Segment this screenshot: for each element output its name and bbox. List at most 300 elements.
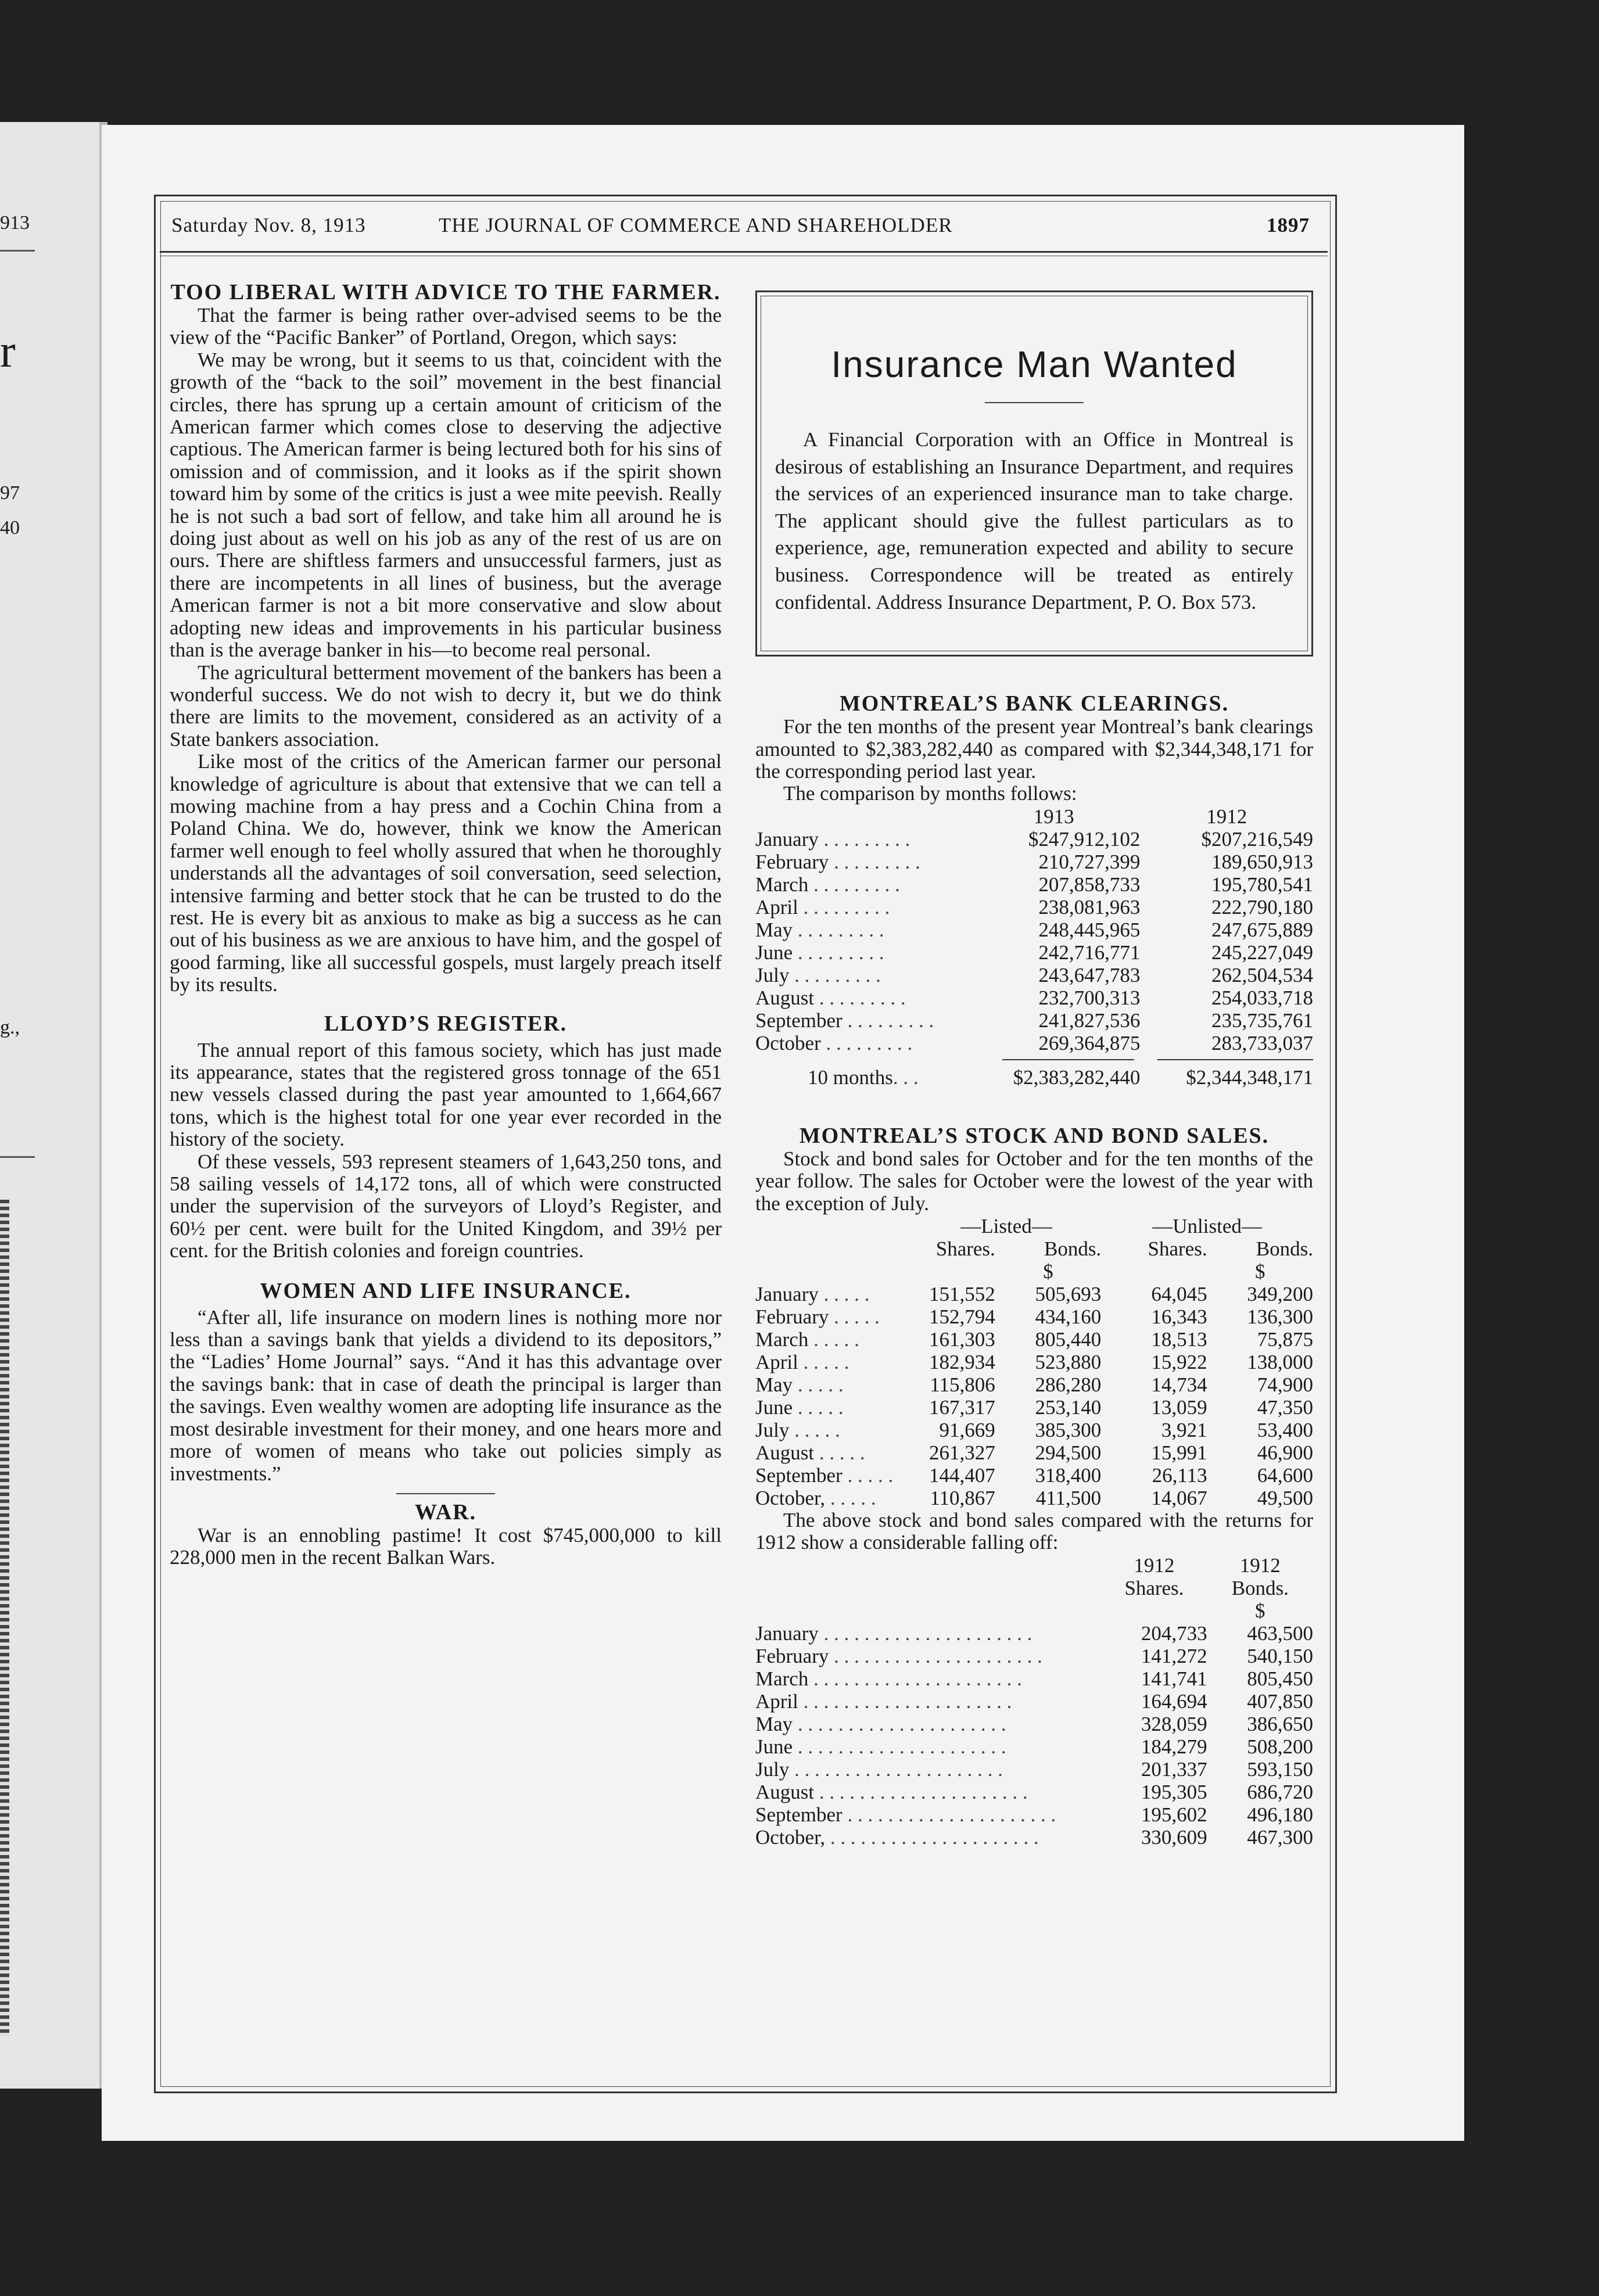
table-row <box>755 1758 1313 1781</box>
value-1913 <box>967 964 1141 986</box>
table-row <box>755 986 1313 1009</box>
bonds-1912-text: 508,200 <box>1247 1735 1313 1758</box>
value-1912 <box>1140 873 1313 896</box>
shares-1912-text: 328,059 <box>1141 1712 1207 1735</box>
value-1913-text: 232,700,313 <box>1038 986 1141 1009</box>
unlisted-shares <box>1101 1396 1207 1419</box>
month-cell: August . . . . . . . . . . . . . . . . . . . . . <box>755 1780 1028 1803</box>
shares-1912 <box>1101 1713 1207 1735</box>
month-cell: April . . . . . . . . . . . . . . . . . . . . . <box>755 1689 1012 1713</box>
unlisted-shares-text: 18,513 <box>1151 1328 1207 1351</box>
shares-1912 <box>1101 1690 1207 1713</box>
table-row <box>755 964 1313 986</box>
column-header: 1912 <box>1134 1554 1175 1577</box>
listed-bonds <box>995 1419 1101 1441</box>
table-total-row: 10 months. . . $2,383,282,440 $2,344,348,171 <box>755 1060 1313 1089</box>
month-cell: August . . . . . . . . . <box>755 986 906 1009</box>
shares-1912 <box>1101 1645 1207 1667</box>
listed-shares-text: 152,794 <box>929 1305 995 1328</box>
month-cell-text: April <box>755 1689 798 1713</box>
listed-shares <box>912 1464 995 1487</box>
month-cell: April . . . . . . . . . <box>755 895 890 919</box>
stock-bond-section <box>755 1124 1313 1849</box>
unlisted-shares-text: 15,991 <box>1151 1441 1207 1464</box>
listed-bonds <box>995 1464 1101 1487</box>
listed-shares <box>912 1373 995 1396</box>
month-cell: February . . . . . . . . . . . . . . . . . . . . . <box>755 1644 1042 1667</box>
table-row <box>755 1713 1313 1735</box>
advertisement-box <box>755 290 1313 656</box>
adjacent-page-text: 97 <box>0 482 20 504</box>
bonds-1912-text: 463,500 <box>1247 1621 1313 1645</box>
listed-shares-text: 182,934 <box>929 1351 995 1373</box>
unlisted-bonds <box>1207 1487 1313 1509</box>
adjacent-page-text: r <box>0 326 16 377</box>
column-header: Bonds. <box>1256 1237 1313 1260</box>
table-row <box>755 1735 1313 1758</box>
month-cell-text: May <box>755 918 793 941</box>
column-header: Shares. <box>935 1237 995 1260</box>
month-cell: February . . . . . <box>755 1305 880 1328</box>
unlisted-shares-text: 26,113 <box>1152 1464 1207 1487</box>
unlisted-shares-text: 14,067 <box>1151 1487 1207 1509</box>
table-row <box>755 1487 1313 1509</box>
listed-bonds-text: 318,400 <box>1035 1464 1102 1487</box>
listed-shares <box>912 1487 995 1509</box>
adjacent-page-text: 913 <box>0 212 30 234</box>
page-number: 1897 <box>1267 214 1310 236</box>
unlisted-bonds <box>1207 1396 1313 1419</box>
paragraph: That the farmer is being rather over-advised seems to be the view of the “Pacific Banker” of Portland, Oregon, which says: <box>170 304 722 349</box>
bonds-1912-text: 407,850 <box>1247 1689 1313 1713</box>
unlisted-shares-text: 16,343 <box>1151 1305 1207 1328</box>
bonds-1912 <box>1207 1803 1313 1826</box>
table-row <box>755 851 1313 873</box>
value-1913-text: 241,827,536 <box>1038 1009 1141 1032</box>
month-cell-text: February <box>755 850 829 873</box>
unlisted-bonds-text: 46,900 <box>1257 1441 1313 1464</box>
listed-bonds <box>995 1305 1101 1328</box>
left-column <box>170 280 722 1569</box>
value-1912-text: 195,780,541 <box>1211 873 1313 896</box>
listed-bonds-text: 523,880 <box>1035 1351 1102 1373</box>
month-cell-text: July <box>755 1419 790 1441</box>
adjacent-page-text: g., <box>0 1017 20 1038</box>
month-cell-text: March <box>755 1328 809 1351</box>
month-cell-text: April <box>755 1351 798 1373</box>
month-cell: January . . . . . . . . . <box>755 827 910 851</box>
article-title: WOMEN AND LIFE INSURANCE. <box>260 1278 632 1303</box>
value-1912-text: 283,733,037 <box>1211 1031 1313 1054</box>
shares-1912 <box>1101 1735 1207 1758</box>
value-1912 <box>1140 919 1313 941</box>
bonds-1912 <box>1207 1667 1313 1690</box>
month-cell-text: March <box>755 873 809 896</box>
unlisted-shares <box>1101 1328 1207 1351</box>
adjacent-page-rule <box>0 1156 35 1158</box>
listed-bonds-text: 253,140 <box>1035 1396 1102 1419</box>
value-1913-text: 207,858,733 <box>1038 873 1141 896</box>
bonds-1912 <box>1207 1622 1313 1645</box>
unlisted-shares <box>1101 1373 1207 1396</box>
month-cell-text: March <box>755 1667 809 1690</box>
month-cell-text: October, <box>755 1825 826 1849</box>
month-cell-text: February <box>755 1644 829 1667</box>
listed-bonds-text: 805,440 <box>1035 1328 1102 1351</box>
value-1912 <box>1140 851 1313 873</box>
month-cell: March . . . . . <box>755 1328 859 1351</box>
article-lloyds <box>170 1011 722 1262</box>
value-1912-text: $207,216,549 <box>1201 827 1313 851</box>
unlisted-bonds-text: 47,350 <box>1257 1396 1313 1419</box>
bonds-1912 <box>1207 1690 1313 1713</box>
listed-bonds <box>995 1283 1101 1305</box>
table-row <box>755 941 1313 964</box>
ad-body: A Financial Corporation with an Office in Montreal is desirous of establishing an Insurance Department, and requires the services of an experienced insurance man to take charge. The applicant should give the fullest particulars as to experience, age, remuneration expected and ability to secure business. Correspondence will be treated as entirely confidental. Address Insurance Department, P. O. Box 573. <box>775 428 1293 614</box>
bonds-1912 <box>1207 1758 1313 1781</box>
article-women <box>170 1279 722 1485</box>
listed-shares <box>912 1419 995 1441</box>
listed-shares-text: 115,806 <box>930 1373 995 1396</box>
header-title: THE JOURNAL OF COMMERCE AND SHAREHOLDER <box>439 214 953 236</box>
listed-shares <box>912 1396 995 1419</box>
table-header-row <box>755 805 1313 828</box>
total-1913: $2,383,282,440 <box>1013 1066 1141 1089</box>
table-row <box>755 1009 1313 1032</box>
article-war <box>170 1500 722 1569</box>
decorative-border <box>0 1200 9 2036</box>
listed-shares-text: 261,327 <box>929 1441 995 1464</box>
paragraph: The agricultural betterment movement of the bankers has been a wonderful success. We do not wish to decry it, but we do think there are limits to the movement, considered as an activity of a State bankers association. <box>170 661 722 751</box>
month-cell: January . . . . . . . . . . . . . . . . . . . . . <box>755 1621 1032 1645</box>
month-cell-text: January <box>755 1283 819 1305</box>
paragraph: The annual report of this famous society, which has just made its appearance, states that the registered gross tonnage of the 651 new vessels classed during the past year amounted to 1,664,667 tons, which is the highest total for one year ever recorded in the history of the society. <box>170 1038 722 1151</box>
shares-1912 <box>1101 1622 1207 1645</box>
bonds-1912 <box>1207 1781 1313 1803</box>
listed-bonds <box>995 1351 1101 1373</box>
paragraph: The comparison by months follows: <box>783 782 1077 805</box>
table-header-row <box>755 1237 1313 1260</box>
month-cell: January . . . . . <box>755 1283 870 1305</box>
month-cell-text: September <box>755 1009 842 1032</box>
value-1913-text: 210,727,399 <box>1038 850 1141 873</box>
month-cell-text: February <box>755 1305 829 1328</box>
listed-bonds <box>995 1328 1101 1351</box>
adjacent-page-rule <box>0 250 35 252</box>
listed-bonds-text: 505,693 <box>1035 1283 1102 1305</box>
unlisted-bonds-text: 49,500 <box>1257 1487 1313 1509</box>
unlisted-shares-text: 15,922 <box>1151 1351 1207 1373</box>
month-cell: September . . . . . <box>755 1464 894 1487</box>
shares-1912 <box>1101 1667 1207 1690</box>
right-column <box>755 290 1313 1849</box>
month-cell: October, . . . . . . . . . . . . . . . . . . . . . <box>755 1825 1039 1849</box>
paragraph: We may be wrong, but it seems to us that, coincident with the growth of the “back to the soil” movement in the best financial circles, there has sprung up a certain amount of criticism of the American farmer which comes close to deserving the adjective captious. The American farmer is being lectured both for his sins of omission and of commission, and it looks as if the spirit shown toward him by some of the critics is just a wee mite peevish. Really he is not such a bad sort of fellow, and take him all around he is doing just about as well on his job as any of the rest of us are on ours. There are shiftless farmers and unsuccessful farmers, just as there are incompetents in all lines of business, but the average American farmer is not a bit more conservative and slow about adopting new ideas and improvements in his particular business than is the average banker in his—to become real personal. <box>170 348 722 662</box>
bonds-1912-text: 386,650 <box>1247 1712 1313 1735</box>
listed-bonds <box>995 1396 1101 1419</box>
column-header: Bonds. <box>1231 1576 1289 1599</box>
bank-clearings-section <box>755 691 1313 1089</box>
table-row <box>755 896 1313 919</box>
listed-shares-text: 144,407 <box>929 1464 995 1487</box>
unlisted-header: —Unlisted— <box>1152 1215 1262 1237</box>
month-cell-text: September <box>755 1803 842 1826</box>
month-cell: October, . . . . . <box>755 1487 876 1509</box>
section-title: MONTREAL’S BANK CLEARINGS. <box>839 691 1229 716</box>
ad-rule <box>985 402 1084 403</box>
month-cell: July . . . . . . . . . . . . . . . . . . . . . <box>755 1757 1003 1781</box>
month-cell-text: June <box>755 1735 793 1758</box>
month-cell-text: January <box>755 1621 819 1645</box>
table-row <box>755 1690 1313 1713</box>
month-cell: June . . . . . <box>755 1396 844 1419</box>
table-row <box>755 1032 1313 1054</box>
column-header: 1912 <box>1239 1554 1281 1577</box>
shares-1912 <box>1101 1781 1207 1803</box>
table-row <box>755 1419 1313 1441</box>
unlisted-bonds <box>1207 1464 1313 1487</box>
total-1912: $2,344,348,171 <box>1186 1066 1313 1089</box>
month-cell: March . . . . . . . . . <box>755 873 900 896</box>
total-label: 10 months <box>808 1066 893 1089</box>
unlisted-shares <box>1101 1464 1207 1487</box>
column-header: 1912 <box>1206 805 1247 828</box>
unlisted-shares <box>1101 1305 1207 1328</box>
month-cell: August . . . . . <box>755 1441 865 1464</box>
month-cell-text: May <box>755 1373 793 1396</box>
shares-1912 <box>1101 1826 1207 1849</box>
month-cell: June . . . . . . . . . <box>755 941 884 964</box>
table-row <box>755 1622 1313 1645</box>
value-1912-text: 247,675,889 <box>1211 918 1313 941</box>
unlisted-bonds <box>1207 1283 1313 1305</box>
bonds-1912-text: 686,720 <box>1247 1780 1313 1803</box>
value-1912 <box>1140 1032 1313 1054</box>
value-1913-text: $247,912,102 <box>1028 827 1141 851</box>
value-1912-text: 222,790,180 <box>1211 895 1313 919</box>
month-cell-text: June <box>755 941 793 964</box>
value-1912-text: 262,504,534 <box>1211 963 1313 986</box>
value-1913-text: 243,647,783 <box>1038 963 1141 986</box>
value-1912-text: 235,735,761 <box>1211 1009 1313 1032</box>
value-1912 <box>1140 828 1313 851</box>
bonds-1912 <box>1207 1826 1313 1849</box>
listed-shares <box>912 1351 995 1373</box>
table-row <box>755 1441 1313 1464</box>
month-cell: May . . . . . <box>755 1373 844 1396</box>
article-title: WAR. <box>414 1499 477 1524</box>
article-title: TOO LIBERAL WITH ADVICE TO THE FARMER. <box>170 280 721 304</box>
listed-bonds-text: 294,500 <box>1035 1441 1102 1464</box>
value-1913-text: 242,716,771 <box>1038 941 1141 964</box>
adjacent-page-text: 40 <box>0 517 20 539</box>
paragraph: The above stock and bond sales compared with the returns for 1912 show a considerable falling off: <box>755 1509 1313 1554</box>
table-row <box>755 1803 1313 1826</box>
column-header: 1913 <box>1033 805 1074 828</box>
table-row <box>755 1328 1313 1351</box>
month-cell: May . . . . . . . . . . . . . . . . . . . . . <box>755 1712 1006 1735</box>
listed-bonds-text: 385,300 <box>1035 1419 1102 1441</box>
value-1912 <box>1140 941 1313 964</box>
value-1912 <box>1140 986 1313 1009</box>
unlisted-bonds-text: 136,300 <box>1247 1305 1313 1328</box>
unlisted-bonds-text: 64,600 <box>1257 1464 1313 1487</box>
value-1912-text: 254,033,718 <box>1211 986 1313 1009</box>
month-cell-text: May <box>755 1712 793 1735</box>
value-1913 <box>967 1009 1141 1032</box>
table-row <box>755 873 1313 896</box>
value-1913 <box>967 986 1141 1009</box>
value-1912-text: 245,227,049 <box>1211 941 1313 964</box>
value-1913 <box>967 828 1141 851</box>
shares-1912-text: 201,337 <box>1141 1757 1207 1781</box>
month-cell-text: April <box>755 895 798 919</box>
shares-1912-text: 204,733 <box>1141 1621 1207 1645</box>
month-cell-text: June <box>755 1396 793 1419</box>
unlisted-bonds <box>1207 1373 1313 1396</box>
listed-shares <box>912 1283 995 1305</box>
table-row <box>755 1645 1313 1667</box>
month-cell-text: August <box>755 986 815 1009</box>
unlisted-bonds <box>1207 1351 1313 1373</box>
paragraph: For the ten months of the present year Montreal’s bank clearings amounted to $2,383,282,440 as compared with $2,344,348,171 for the corresponding period last year. <box>755 715 1313 783</box>
listed-shares <box>912 1305 995 1328</box>
unlisted-shares <box>1101 1441 1207 1464</box>
table-row <box>755 919 1313 941</box>
table-row <box>755 1667 1313 1690</box>
unlisted-shares <box>1101 1351 1207 1373</box>
month-cell: March . . . . . . . . . . . . . . . . . . . . . <box>755 1667 1022 1690</box>
listed-bonds <box>995 1441 1101 1464</box>
shares-1912 <box>1101 1758 1207 1781</box>
table-row <box>755 1351 1313 1373</box>
bonds-1912 <box>1207 1735 1313 1758</box>
unlisted-bonds <box>1207 1441 1313 1464</box>
month-cell-text: August <box>755 1780 815 1803</box>
ad-title: Insurance Man Wanted <box>831 343 1238 385</box>
column-header: Bonds. <box>1044 1237 1102 1260</box>
listed-shares <box>912 1441 995 1464</box>
shares-1912-text: 195,602 <box>1141 1803 1207 1826</box>
month-cell: June . . . . . . . . . . . . . . . . . . . . . <box>755 1735 1006 1758</box>
value-1913-text: 238,081,963 <box>1038 895 1141 919</box>
value-1913 <box>967 941 1141 964</box>
listed-header: —Listed— <box>960 1215 1052 1237</box>
value-1913 <box>967 851 1141 873</box>
month-cell-text: August <box>755 1441 815 1464</box>
listed-shares-text: 110,867 <box>930 1487 995 1509</box>
month-cell: April . . . . . <box>755 1351 849 1373</box>
month-cell-text: October, <box>755 1487 826 1509</box>
unit-label: $ <box>1043 1260 1053 1283</box>
month-cell: February . . . . . . . . . <box>755 850 920 873</box>
running-header <box>171 214 1310 249</box>
paragraph: “After all, life insurance on modern lines is nothing more nor less than a savings bank that yields a dividend to its depositors,” the “Ladies’ Home Journal” says. “And it has this advantage over the savings bank: that in case of death the principal is larger than the savings. Even wealthy women are adopting life insurance as the most desirable investment for their money, and one hears more and more of women of means who take out policies simply as investments.” <box>170 1305 722 1485</box>
article-title: LLOYD’S REGISTER. <box>324 1011 568 1036</box>
value-1912 <box>1140 896 1313 919</box>
listed-shares-text: 161,303 <box>929 1328 995 1351</box>
listed-shares-text: 151,552 <box>929 1283 995 1305</box>
unlisted-bonds-text: 53,400 <box>1257 1419 1313 1441</box>
unlisted-bonds <box>1207 1328 1313 1351</box>
month-cell: September . . . . . . . . . <box>755 1009 934 1032</box>
month-cell-text: September <box>755 1464 842 1487</box>
unlisted-shares <box>1101 1487 1207 1509</box>
value-1912 <box>1140 1009 1313 1032</box>
unlisted-shares <box>1101 1419 1207 1441</box>
month-cell-text: July <box>755 963 790 986</box>
section-rule <box>396 1493 495 1494</box>
month-cell: May . . . . . . . . . <box>755 918 884 941</box>
shares-1912-text: 141,741 <box>1141 1667 1207 1690</box>
table-row <box>755 1396 1313 1419</box>
table-row <box>755 1464 1313 1487</box>
stock-1912-table <box>755 1554 1313 1849</box>
unlisted-shares-text: 13,059 <box>1151 1396 1207 1419</box>
unit-label: $ <box>1255 1260 1265 1283</box>
paragraph: Like most of the critics of the American farmer our personal knowledge of agriculture is about that extensive that we can tell a mowing machine from a hay press and a Cochin China from a Poland China. We do, however, think we know the American farmer well enough to feel wholly assured that when he thoroughly understands all the advantages of soil conversation, seed selection, intensive farming and better stock that he can be trusted to do the rest. He is every bit as anxious to make as big a success as he can out of his business as we are anxious to have him, and the gospel of good farming, like all successful gospels, must largely preach itself by its results. <box>170 750 722 996</box>
value-1913 <box>967 873 1141 896</box>
paragraph: Of these vessels, 593 represent steamers of 1,643,250 tons, and 58 sailing vessels of 14,172 tons, all of which were constructed under the supervision of the surveyors of Lloyd’s Register, and 60½ per cent. were built for the United Kingdom, and 39½ per cent. for the British colonies and foreign countries. <box>170 1150 722 1262</box>
paragraph: Stock and bond sales for October and for the ten months of the year follow. The sales for October were the lowest of the year with the exception of July. <box>755 1147 1313 1215</box>
month-cell: July . . . . . <box>755 1419 840 1441</box>
month-cell-text: January <box>755 827 819 851</box>
month-cell: October . . . . . . . . . <box>755 1031 913 1054</box>
listed-shares <box>912 1328 995 1351</box>
listed-bonds-text: 411,500 <box>1035 1487 1102 1509</box>
header-date: Saturday Nov. 8, 1913 <box>171 214 366 236</box>
unlisted-bonds <box>1207 1419 1313 1441</box>
unlisted-shares-text: 3,921 <box>1161 1419 1207 1441</box>
value-1913 <box>967 896 1141 919</box>
stock-bond-table <box>755 1215 1313 1509</box>
value-1913 <box>967 919 1141 941</box>
bonds-1912-text: 593,150 <box>1247 1757 1313 1781</box>
header-rule <box>160 251 1328 253</box>
unlisted-shares-text: 14,734 <box>1151 1373 1207 1396</box>
adjacent-page-edge <box>0 122 107 2089</box>
shares-1912-text: 195,305 <box>1141 1780 1207 1803</box>
listed-shares-text: 167,317 <box>929 1396 995 1419</box>
listed-bonds-text: 286,280 <box>1035 1373 1102 1396</box>
unlisted-bonds-text: 138,000 <box>1247 1351 1313 1373</box>
month-cell-text: July <box>755 1757 790 1781</box>
column-header: Shares. <box>1148 1237 1207 1260</box>
unlisted-bonds-text: 75,875 <box>1257 1328 1313 1351</box>
table-row <box>755 1781 1313 1803</box>
value-1913 <box>967 1032 1141 1054</box>
clearings-table <box>755 805 1313 1089</box>
table-row <box>755 1373 1313 1396</box>
table-row <box>755 1826 1313 1849</box>
listed-shares-text: 91,669 <box>939 1419 995 1441</box>
listed-bonds <box>995 1373 1101 1396</box>
column-header: Shares. <box>1124 1576 1184 1599</box>
month-cell: July . . . . . . . . . <box>755 963 881 986</box>
unlisted-bonds-text: 349,200 <box>1247 1283 1313 1305</box>
bonds-1912 <box>1207 1713 1313 1735</box>
listed-bonds-text: 434,160 <box>1035 1305 1102 1328</box>
bonds-1912-text: 496,180 <box>1247 1803 1313 1826</box>
value-1913-text: 248,445,965 <box>1038 918 1141 941</box>
table-group-header <box>755 1215 1313 1237</box>
table-row <box>755 1305 1313 1328</box>
value-1912-text: 189,650,913 <box>1211 850 1313 873</box>
unlisted-bonds-text: 74,900 <box>1257 1373 1313 1396</box>
value-1912 <box>1140 964 1313 986</box>
section-title: MONTREAL’S STOCK AND BOND SALES. <box>799 1123 1270 1148</box>
bonds-1912-text: 467,300 <box>1247 1825 1313 1849</box>
